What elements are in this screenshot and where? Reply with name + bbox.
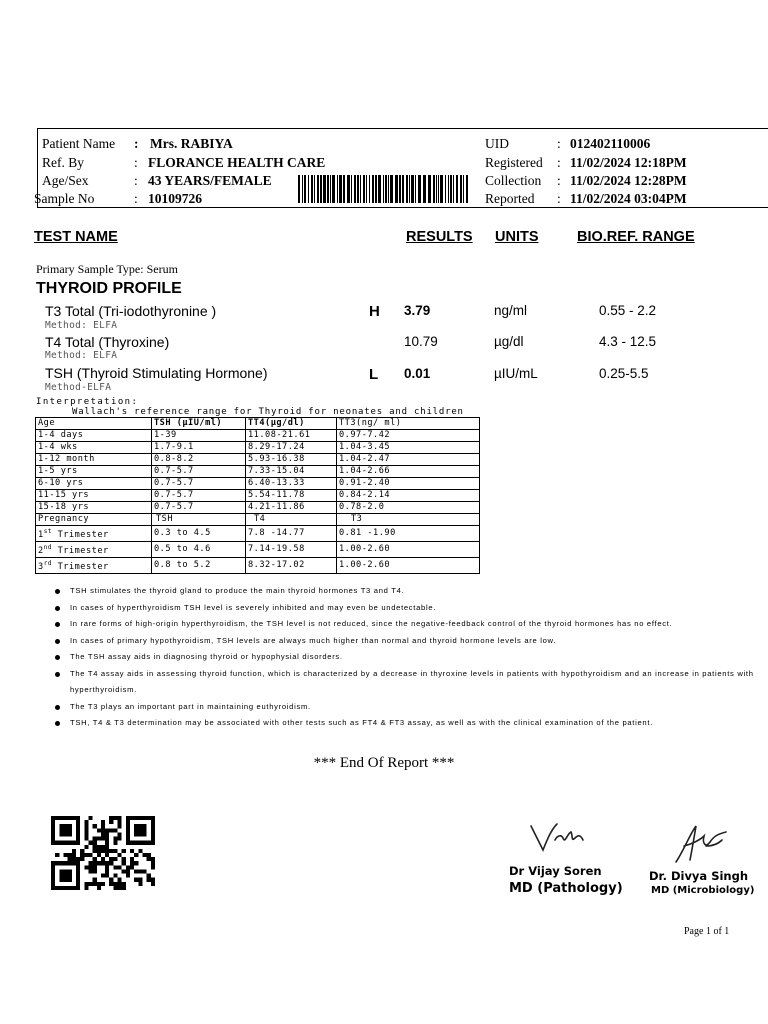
test-unit: µIU/mL [494, 366, 538, 381]
note-text: In cases of primary hypothyroidism, TSH levels are always much higher than normal and thyroid hormone levels are low. [70, 635, 557, 645]
table-cell: 0.3 to 4.5 [152, 526, 246, 542]
doctor-name: Dr Vijay Soren [509, 864, 602, 878]
table-cell: TSH (µIU/ml) [152, 418, 246, 430]
test-method: Method: ELFA [45, 320, 118, 331]
table-row [36, 442, 480, 454]
table-cell: 1.04-3.45 [337, 442, 480, 454]
test-ref-range: 0.25-5.5 [599, 366, 649, 381]
table-cell: T3 [337, 514, 480, 526]
trimester-suffix: st [43, 528, 52, 535]
note-text: The T3 plays an important part in maintaining euthyroidism. [70, 701, 311, 711]
test-name: T4 Total (Thyroxine) [45, 334, 170, 350]
registered-colon: : [557, 155, 561, 170]
note-item [55, 699, 755, 716]
signature-divya-singh [670, 820, 730, 870]
note-item [55, 666, 755, 699]
age-sex-label: Age/Sex [42, 173, 89, 188]
test-method: Method: ELFA [45, 350, 118, 361]
table-cell: 6.40-13.33 [246, 478, 337, 490]
table-cell: 0.78-2.0 [337, 502, 480, 514]
test-result: 0.01 [404, 366, 431, 381]
test-flag-low: L [369, 366, 379, 383]
note-text: In cases of hyperthyroidism TSH level is severely inhibited and may even be undetectable. [70, 602, 437, 612]
table-cell: 15-18 yrs [36, 502, 152, 514]
reported-label: Reported [485, 191, 535, 206]
note-item [55, 715, 755, 732]
interpretation-notes [55, 583, 755, 732]
table-cell: 0.7-5.7 [152, 502, 246, 514]
patient-name-row [42, 136, 115, 152]
age-sex-value: 43 YEARS/FEMALE [148, 173, 272, 188]
table-row [36, 502, 480, 514]
test-result: 10.79 [404, 334, 438, 349]
barcode [298, 175, 468, 203]
table-cell [36, 541, 152, 557]
table-cell: TT4(µg/dl) [246, 418, 337, 430]
table-row [36, 478, 480, 490]
trimester-number: 3 [38, 561, 44, 572]
table-row [36, 557, 480, 573]
table-cell: 0.8-8.2 [152, 454, 246, 466]
bullet-icon [55, 622, 60, 627]
ref-by-colon: : [134, 155, 138, 170]
ref-by-label: Ref. By [42, 155, 84, 170]
table-cell: 1.04-2.66 [337, 466, 480, 478]
uid-label: UID [485, 136, 509, 151]
table-cell: 1-4 days [36, 430, 152, 442]
col-range: BIO.REF. RANGE [577, 229, 695, 245]
signature-vijay-soren [527, 820, 587, 860]
table-cell: 0.7-5.7 [152, 490, 246, 502]
sample-no-value: 10109726 [148, 191, 202, 206]
table-cell: 4.21-11.86 [246, 502, 337, 514]
table-cell: Pregnancy [36, 514, 152, 526]
sample-no-colon: : [134, 191, 138, 206]
interpretation-label: Interpretation: [36, 397, 139, 407]
note-text: TSH, T4 & T3 determination may be associated with other tests such as FT4 & FT3 assay, as well as with the clinical examination of the patient. [70, 718, 653, 727]
table-cell: 6-10 yrs [36, 478, 152, 490]
collection-label: Collection [485, 173, 542, 188]
table-row [36, 514, 480, 526]
table-cell: 11.08-21.61 [246, 430, 337, 442]
test-ref-range: 4.3 - 12.5 [599, 334, 657, 349]
table-cell: 0.5 to 4.6 [152, 541, 246, 557]
patient-name-colon: : [134, 136, 139, 151]
test-unit: ng/ml [494, 303, 528, 318]
table-row [36, 454, 480, 466]
table-cell: 7.8 -14.77 [246, 526, 337, 542]
note-text: The TSH assay aids in diagnosing thyroid or hypophysial disorders. [70, 652, 343, 661]
test-name: TSH (Thyroid Stimulating Hormone) [45, 365, 268, 381]
test-flag-high: H [369, 303, 380, 320]
bullet-icon [55, 672, 60, 677]
table-cell [36, 557, 152, 573]
table-cell: 5.93-16.38 [246, 454, 337, 466]
table-cell: 11-15 yrs [36, 490, 152, 502]
page-number: Page 1 of 1 [684, 926, 730, 937]
table-cell: 7.33-15.04 [246, 466, 337, 478]
doctor-name: Dr. Divya Singh [649, 869, 749, 883]
registered-value: 11/02/2024 12:18PM [570, 155, 687, 170]
note-item [55, 649, 755, 666]
col-units: UNITS [495, 229, 539, 245]
reported-value: 11/02/2024 03:04PM [570, 191, 687, 206]
note-text: In rare forms of high-origin hyperthyroidism, the TSH level is not reduced, since the negative-feedback control of the thyroid hormones has no effect. [70, 619, 673, 628]
uid-colon: : [557, 136, 561, 151]
table-cell: TSH [152, 514, 246, 526]
table-cell: 0.7-5.7 [152, 466, 246, 478]
trimester-label: Trimester [51, 529, 109, 540]
note-text: TSH stimulates the thyroid gland to produce the main thyroid hormones T3 and T4. [70, 586, 405, 595]
reference-range-table [35, 417, 480, 574]
table-header-row [36, 418, 480, 430]
trimester-number: 1 [38, 529, 44, 540]
table-row [36, 490, 480, 502]
doctor-qualification: MD (Microbiology) [651, 885, 755, 896]
trimester-label: Trimester [51, 561, 109, 572]
table-cell: 1.00-2.60 [337, 541, 480, 557]
table-cell: 1.00-2.60 [337, 557, 480, 573]
registered-label: Registered [485, 155, 543, 170]
bullet-icon [55, 705, 60, 710]
end-of-report: *** End Of Report *** [313, 755, 455, 771]
trimester-suffix: rd [43, 559, 52, 567]
table-cell: 1-5 yrs [36, 466, 152, 478]
table-cell: TT3(ng/ ml) [337, 418, 480, 430]
bullet-icon [55, 606, 60, 611]
table-row [36, 430, 480, 442]
table-cell: 0.91-2.40 [337, 478, 480, 490]
profile-title: THYROID PROFILE [36, 280, 182, 297]
table-row [36, 526, 480, 542]
table-cell: 1-39 [152, 430, 246, 442]
bullet-icon [55, 589, 60, 594]
patient-name-value: Mrs. RABIYA [150, 136, 233, 151]
table-cell: 8.29-17.24 [246, 442, 337, 454]
qr-code [51, 816, 155, 890]
table-cell: 5.54-11.78 [246, 490, 337, 502]
note-item [55, 583, 755, 600]
doctor-qualification: MD (Pathology) [509, 881, 623, 896]
table-cell: 1.04-2.47 [337, 454, 480, 466]
table-row [36, 541, 480, 557]
test-method: Method-ELFA [45, 382, 112, 393]
table-cell: Age [36, 418, 152, 430]
table-cell: 7.14-19.58 [246, 541, 337, 557]
bullet-icon [55, 655, 60, 660]
trimester-number: 2 [38, 545, 44, 556]
wallach-caption: Wallach's reference range for Thyroid for neonates and children [72, 407, 464, 417]
table-cell: 0.81 -1.90 [337, 526, 480, 542]
note-item [55, 600, 755, 617]
table-cell: T4 [246, 514, 337, 526]
collection-colon: : [557, 173, 561, 188]
col-test-name: TEST NAME [34, 229, 118, 245]
table-cell [36, 526, 152, 542]
col-results: RESULTS [406, 229, 473, 245]
note-item [55, 616, 755, 633]
table-cell: 1-4 wks [36, 442, 152, 454]
sample-type: Primary Sample Type: Serum [36, 262, 178, 276]
ref-by-value: FLORANCE HEALTH CARE [148, 155, 326, 170]
test-result: 3.79 [404, 303, 431, 318]
test-ref-range: 0.55 - 2.2 [599, 303, 657, 318]
reported-colon: : [557, 191, 561, 206]
patient-name-label: Patient Name [42, 136, 116, 151]
table-cell: 8.32-17.02 [246, 557, 337, 573]
uid-value: 012402110006 [570, 136, 651, 151]
table-row [36, 466, 480, 478]
bullet-icon [55, 639, 60, 644]
table-cell: 1-12 month [36, 454, 152, 466]
table-cell: 0.8 to 5.2 [152, 557, 246, 573]
test-name: T3 Total (Tri-iodothyronine ) [45, 303, 217, 319]
table-cell: 0.84-2.14 [337, 490, 480, 502]
test-unit: µg/dl [494, 334, 524, 349]
table-cell: 0.97-7.42 [337, 430, 480, 442]
collection-value: 11/02/2024 12:28PM [570, 173, 687, 188]
note-item [55, 633, 755, 650]
table-cell: 0.7-5.7 [152, 478, 246, 490]
trimester-suffix: nd [43, 543, 52, 551]
trimester-label: Trimester [51, 545, 109, 556]
bullet-icon [55, 721, 60, 726]
sample-no-label: Sample No [34, 191, 95, 206]
note-text: The T4 assay aids in assessing thyroid function, which is characterized by a decrease in thyroxine levels in patients with hypothyroidism and an increase in patients with hyperthyroidism. [70, 668, 754, 694]
table-cell: 1.7-9.1 [152, 442, 246, 454]
age-sex-colon: : [134, 173, 138, 188]
